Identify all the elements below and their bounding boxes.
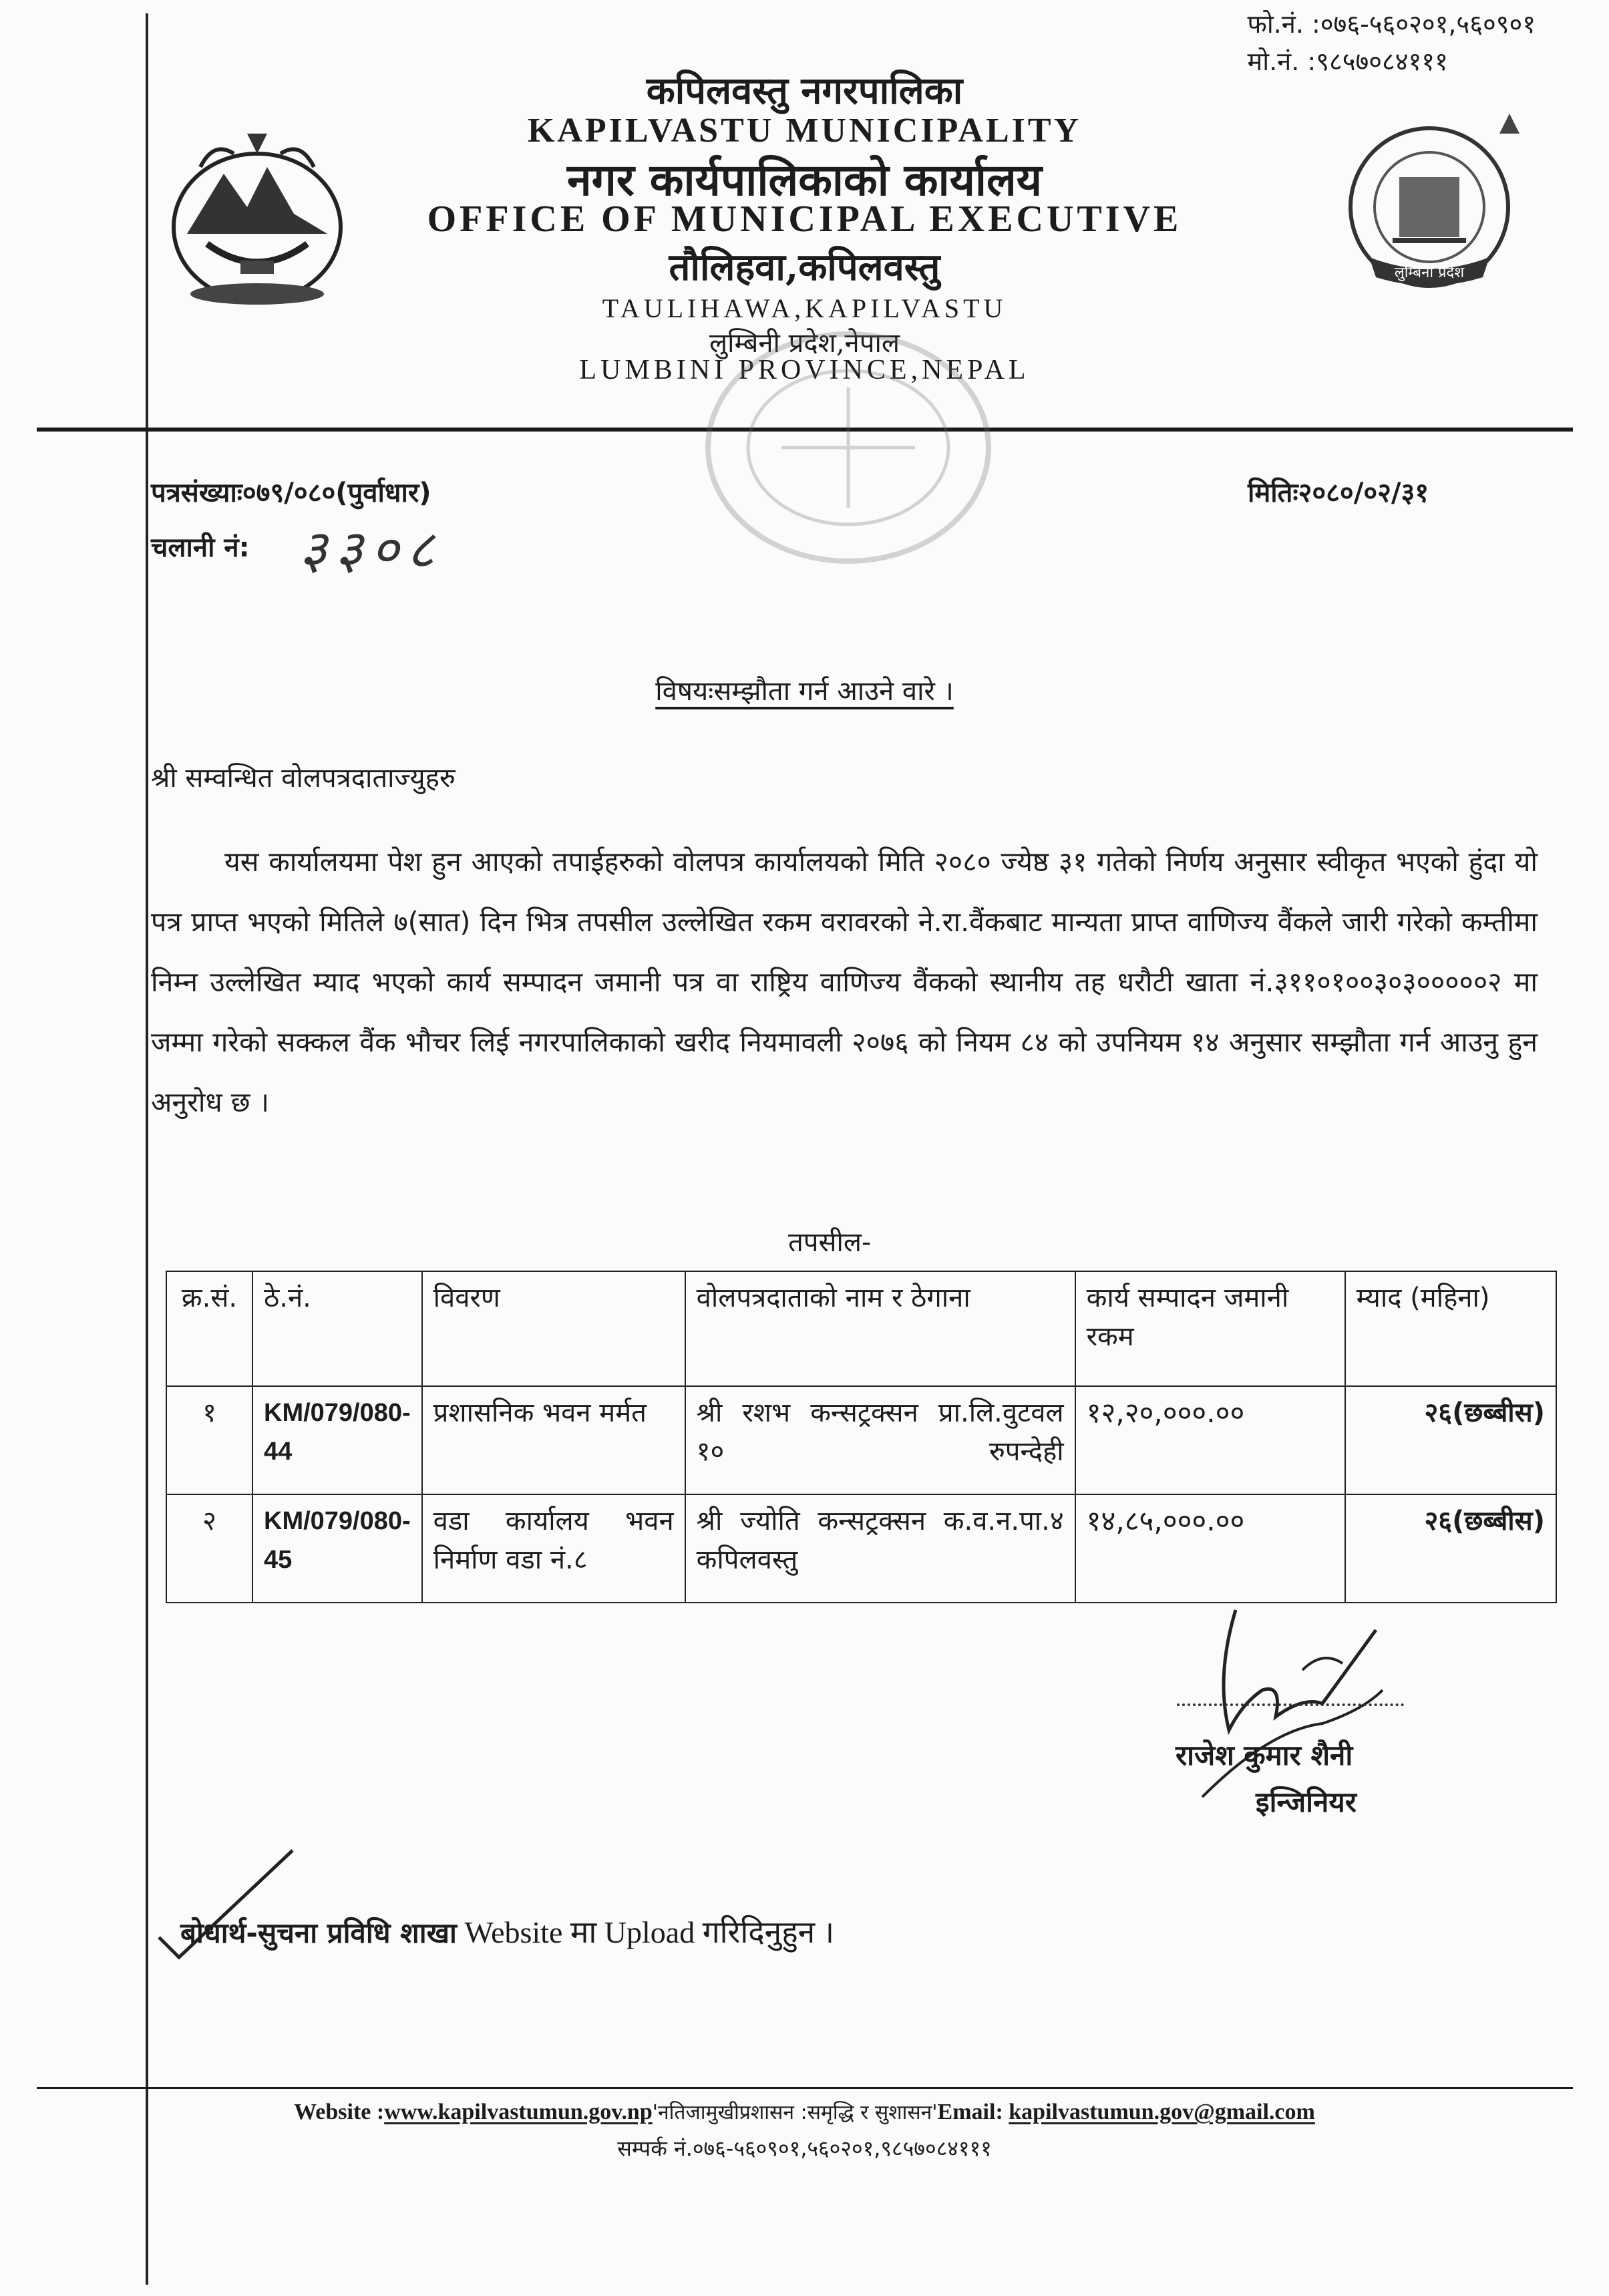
cell-desc: वडा कार्यालय भवन निर्माण वडा नं.८	[422, 1494, 685, 1603]
signature-dotted-line	[1177, 1703, 1404, 1706]
phone-number: फो.नं. :०७६-५६०२०१,५६०९०१	[1247, 9, 1536, 39]
place-en: TAULIHAWA,KAPILVASTU	[602, 293, 1007, 323]
municipality-name-ne: कपिलवस्तु नगरपालिका	[646, 69, 963, 113]
cell-amount: १४,८५,०००.००	[1075, 1494, 1345, 1603]
province-en: LUMBINI PROVINCE,NEPAL	[579, 355, 1030, 385]
bidder-table	[166, 1271, 1557, 1603]
subject-text: विषयःसम्झौता गर्न आउने वारे ।	[655, 676, 954, 707]
dispatch-number: ३३०८	[299, 518, 443, 581]
footer-website-link[interactable]: www.kapilvastumun.gov.np	[384, 2100, 653, 2124]
cell-desc: प्रशासनिक भवन मर्मत	[422, 1386, 685, 1494]
province-ne: लुम्बिनी प्रदेश,नेपाल	[709, 328, 900, 359]
cell-code: KM/079/080-44	[252, 1386, 422, 1494]
cell-duration: २६(छब्बीस)	[1345, 1386, 1556, 1494]
office-name-en: OFFICE OF MUNICIPAL EXECUTIVE	[427, 198, 1182, 240]
col-header-sn: क्र.सं.	[166, 1271, 252, 1386]
footer-line	[0, 2098, 1609, 2125]
cell-duration: २६(छब्बीस)	[1345, 1494, 1556, 1603]
cell-sn: २	[166, 1494, 252, 1603]
cell-amount: १२,२०,०००.००	[1075, 1386, 1345, 1494]
cell-name: श्री रशभ कन्सट्रक्सन प्रा.लि.वुटवल १० रुपन्देही	[685, 1386, 1075, 1494]
cc-note-text: Website मा Upload गरिदिनुहुन ।	[456, 1915, 835, 1949]
mobile-number: मो.नं. :९८५७०८४१११	[1247, 47, 1448, 76]
table-row	[166, 1494, 1556, 1603]
table-title: तपसील-	[788, 1227, 872, 1258]
cell-name: श्री ज्योति कन्सट्रक्सन क.व.न.पा.४ कपिलवस्तु	[685, 1494, 1075, 1603]
office-stamp-icon	[688, 314, 1009, 595]
place-ne: तौलिहवा,कपिलवस्तु	[669, 245, 940, 289]
municipality-name-en: KAPILVASTU MUNICIPALITY	[527, 112, 1082, 150]
dispatch-label: चलानी नं:	[151, 532, 250, 563]
cell-sn: १	[166, 1386, 252, 1494]
cell-code: KM/079/080-45	[252, 1494, 422, 1603]
footer-website-label: Website :	[294, 2100, 385, 2124]
letter-date: मितिः२०८०/०२/३१	[1248, 478, 1429, 508]
col-header-duration: म्याद (महिना)	[1345, 1271, 1556, 1386]
col-header-desc: विवरण	[422, 1271, 685, 1386]
signatory-title: इन्जिनियर	[1256, 1786, 1357, 1818]
cc-note-prefix: बोधार्थ-सुचना प्रविधि शाखा	[180, 1917, 457, 1949]
footer-slogan: 'नतिजामुखीप्रशासन :समृद्धि र सुशासन'	[652, 2101, 938, 2124]
footer-rule	[37, 2087, 1573, 2089]
letter-number: पत्रसंख्याः०७९/०८०(पुर्वाधार)	[151, 478, 431, 508]
table-header-row	[166, 1271, 1556, 1386]
office-name-ne: नगर कार्यपालिकाको कार्यालय	[567, 154, 1042, 206]
seal-banner-text: लुम्बिनी प्रदेश	[1394, 265, 1465, 281]
signatory-name: राजेश कुमार शैनी	[1176, 1739, 1353, 1772]
body-paragraph: यस कार्यालयमा पेश हुन आएको तपाईहरुको वोलपत्र कार्यालयको मिति २०८० ज्येष्ठ ३१ गतेको निर्णय अनुसार स्वीकृत भएको हुंदा यो पत्र प्राप्त भएको मितिले ७(सात) दिन भित्र तपसील उल्लेखित रकम वरावरको ने.रा.वैंकबाट मान्यता प्राप्त वाणिज्य वैंकले जारी गरेको कम्तीमा निम्न उल्लेखित म्याद भएको कार्य सम्पादन जमानी पत्र वा राष्ट्रिय वाणिज्य वैंकको स्थानीय तह धरौटी खाता नं.३११०१००३०३०००००२ मा जम्मा गरेको सक्कल वैंक भौचर लिई नगरपालिकाको खरीद नियमावली २०७६ को नियम ८४ को उपनियम १४ अनुसार सम्झौता गर्न आउनु हुन अनुरोध छ ।	[151, 846, 1538, 1118]
cc-note	[180, 1911, 834, 1952]
salutation: श्री सम्वन्धित वोलपत्रदाताज्युहरु	[151, 763, 456, 794]
col-header-name: वोलपत्रदाताको नाम र ठेगाना	[685, 1271, 1075, 1386]
footer-email-link[interactable]: kapilvastumun.gov@gmail.com	[1009, 2100, 1315, 2124]
footer-email-label: Email:	[937, 2100, 1009, 2124]
table-row	[166, 1386, 1556, 1494]
footer-contact: सम्पर्क नं.०७६-५६०९०१,५६०२०१,९८५७०८४१११	[617, 2136, 992, 2161]
col-header-amount: कार्य सम्पादन जमानी रकम	[1075, 1271, 1345, 1386]
subject-line	[0, 671, 1609, 708]
col-header-code: ठे.नं.	[252, 1271, 422, 1386]
